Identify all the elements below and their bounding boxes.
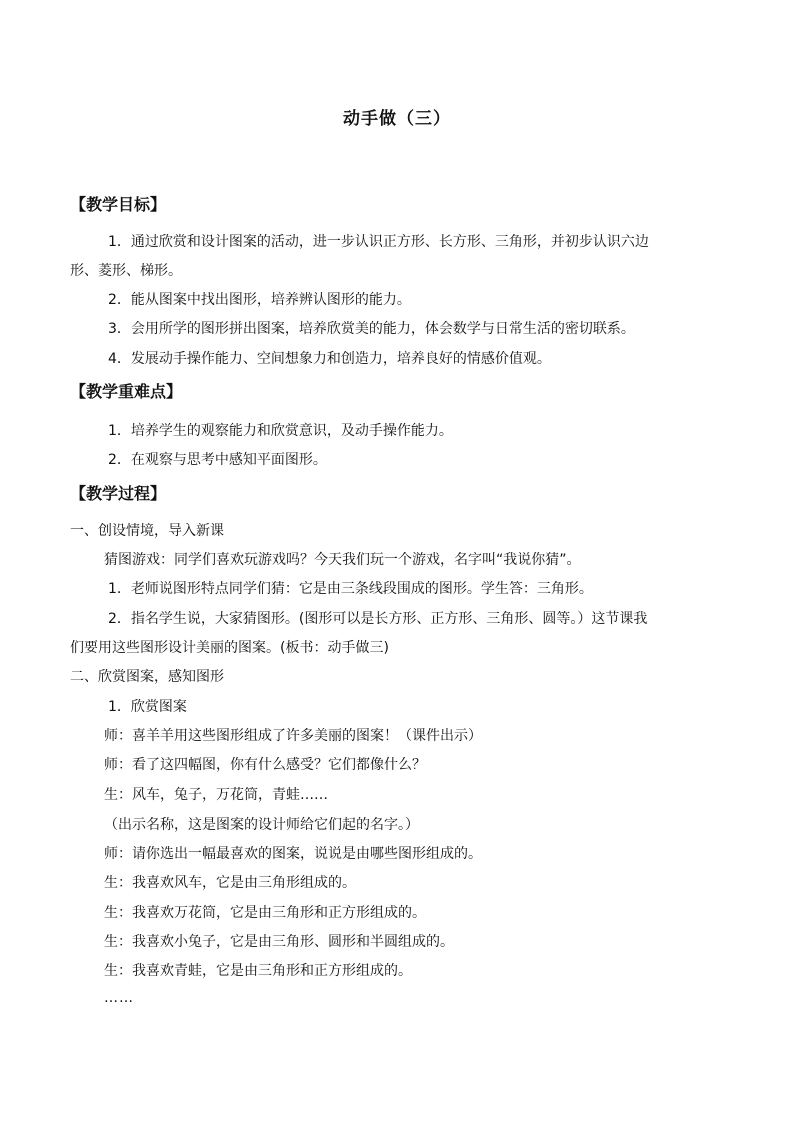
key-point-line: 1．培养学生的观察能力和欣赏意识，及动手操作能力。 <box>108 423 453 439</box>
process-heading: 【教学过程】 <box>70 484 167 503</box>
process-line: 们要用这些图形设计美丽的图案。(板书：动手做三) <box>70 640 389 656</box>
process-line: …… <box>104 990 134 1006</box>
process-line: 生：风车，兔子，万花筒，青蛙…… <box>104 787 328 803</box>
process-line: （出示名称，这是图案的设计师给它们起的名字。） <box>104 817 419 833</box>
process-line: 生：我喜欢小兔子，它是由三角形、圆形和半圆组成的。 <box>104 934 454 950</box>
process-line: 猜图游戏：同学们喜欢玩游戏吗？今天我们玩一个游戏，名字叫“我说你猜”。 <box>104 552 581 568</box>
goal-line: 3．会用所学的图形拼出图案，培养欣赏美的能力，体会数学与日常生活的密切联系。 <box>108 321 635 337</box>
process-line: 生：我喜欢青蛙，它是由三角形和正方形组成的。 <box>104 963 412 979</box>
page-title: 动手做（三） <box>343 109 451 129</box>
key-points-heading: 【教学重难点】 <box>70 382 183 401</box>
goals-heading: 【教学目标】 <box>70 195 167 214</box>
process-line: 师：请你选出一幅最喜欢的图案，说说是由哪些图形组成的。 <box>104 846 482 862</box>
key-point-line: 2．在观察与思考中感知平面图形。 <box>108 452 327 468</box>
goal-line: 形、菱形、梯形。 <box>70 263 182 279</box>
process-line: 生：我喜欢万花筒，它是由三角形和正方形组成的。 <box>104 905 426 921</box>
process-line: 1．欣赏图案 <box>108 699 187 715</box>
goal-line: 4．发展动手操作能力、空间想象力和创造力，培养良好的情感价值观。 <box>108 351 551 367</box>
process-line: 师：看了这四幅图，你有什么感受？它们都像什么？ <box>104 757 426 773</box>
process-line: 2．指名学生说，大家猜图形。(图形可以是长方形、正方形、三角形、圆等。）这节课我 <box>108 611 648 627</box>
process-line: 生：我喜欢风车，它是由三角形组成的。 <box>104 875 356 891</box>
process-line: 二、欣赏图案，感知图形 <box>70 669 224 685</box>
goal-line: 1．通过欣赏和设计图案的活动，进一步认识正方形、长方形、三角形，并初步认识六边 <box>108 234 649 250</box>
goal-line: 2．能从图案中找出图形，培养辨认图形的能力。 <box>108 292 411 308</box>
process-line: 一、创设情境，导入新课 <box>70 523 224 539</box>
process-line: 师：喜羊羊用这些图形组成了许多美丽的图案！（课件出示） <box>104 728 482 744</box>
process-line: 1．老师说图形特点同学们猜：它是由三条线段围成的图形。学生答：三角形。 <box>108 581 593 597</box>
